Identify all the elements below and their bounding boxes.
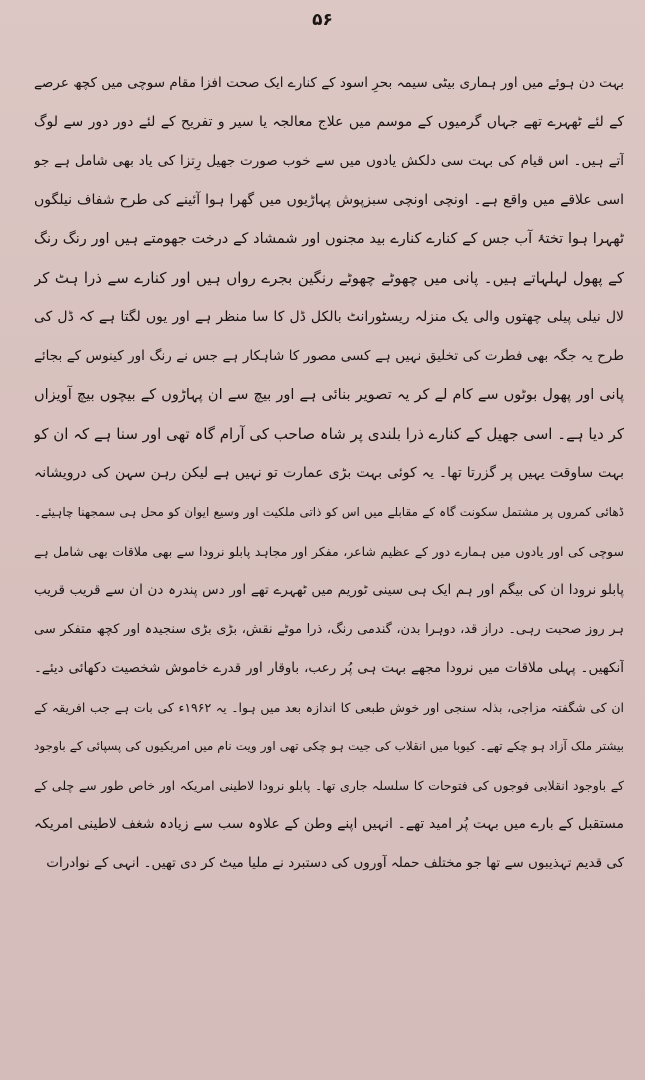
text-line: سوچی کی اور یادوں میں ہمارے دور کے عظیم شاعر، مفکر اور مجاہد پابلو نرودا سے بھی ملاقات بھی شامل ہے	[34, 544, 624, 559]
text-line: پابلو نرودا ان کی بیگم اور ہم ایک ہی سینی ٹوریم میں ٹھہرے تھے اور دس پندرہ دن ان سے قریب قریب	[34, 582, 624, 598]
urdu-paragraph	[34, 64, 624, 883]
text-line: مستقبل کے بارے میں بہت پُر امید تھے۔ انہیں اپنے وطن کے علاوہ سب سے زیادہ شغف لاطینی امریکہ	[34, 816, 624, 832]
text-line: ڈھائی کمروں پر مشتمل سکونت گاہ کے مقابلے میں اس کو ذاتی ملکیت اور وسیع ایوان کو محل ہی سمجھنا چاہیئے۔	[34, 505, 624, 519]
text-line: اسی علاقے میں واقع ہے۔ اونچی اونچی سبزپوش پہاڑیوں میں گھرا ہوا آئینے کی طرح شفاف نیلگوں	[34, 192, 624, 208]
text-line: پانی اور پھول بوٹوں سے کام لے کر یہ تصویر بنائی ہے اور بیچ سے ان پہاڑوں کے بیچوں بیچ آویزاں	[34, 387, 624, 403]
text-line: کے باوجود انقلابی فوجوں کی فتوحات کا سلسلہ جاری تھا۔ پابلو نرودا لاطینی امریکہ اور خاص طور سے چلی کے	[34, 778, 624, 793]
page-number: ۵۶	[312, 10, 333, 30]
text-line: کر دیا ہے۔ اسی جھیل کے کنارے ذرا بلندی پر شاہ صاحب کی آرام گاہ تھی اور سنا ہے کہ ان کو	[34, 425, 624, 443]
text-line: ہر روز صحبت رہی۔ دراز قد، دوہرا بدن، گندمی رنگ، ذرا موٹے نقش، بڑی بڑی سنجیدہ اور کچھ متفکر سی	[34, 622, 624, 637]
text-line: طرح یہ جگہ بھی فطرت کی تخلیق نہیں ہے کسی مصور کا شاہکار ہے جس نے رنگ اور کینوس کے بجائے	[34, 348, 624, 364]
text-line: کے پھول لہلہاتے ہیں۔ پانی میں چھوٹے چھوٹے رنگین بجرے رواں ہیں اور کنارے سے ذرا ہٹ کر	[34, 269, 624, 287]
text-line: آنکھیں۔ پہلی ملاقات میں نرودا مجھے بہت ہی پُر رعب، باوقار اور قدرے خاموش شخصیت دکھائی دیئے۔	[34, 660, 624, 676]
text-line: بیشتر ملک آزاد ہو چکے تھے۔ کیوبا میں انقلاب کی جیت ہو چکی تھی اور ویت نام میں امریکیوں کی پسپائی کے باوجود	[34, 739, 624, 753]
text-line: بہت ساوقت یہیں پر گزرتا تھا۔ یہ کوئی بہت بڑی عمارت تو نہیں ہے لیکن رہن سہن کی درویشانہ	[34, 465, 624, 481]
text-line: کے لئے ٹھہرے تھے جہاں گرمیوں کے موسم میں علاج معالجہ یا سیر و تفریح کے لئے دور دور سے لوگ	[34, 114, 624, 130]
text-line: لال نیلی پیلی چھتوں والی یک منزلہ ریسٹورانٹ بالکل ڈل کا سا منظر ہے اور یوں لگتا ہے کہ ڈل کی	[34, 309, 624, 325]
text-line: ٹھہرا ہوا تختۂ آب جس کے کنارے کنارے بید مجنوں اور شمشاد کے درخت جھومتے ہیں اور رنگ رنگ	[34, 231, 624, 247]
text-line: آتے ہیں۔ اس قیام کی بہت سی دلکش یادوں میں سے خوب صورت جھیل رِتزا کی یاد بھی شامل ہے جو	[34, 153, 624, 169]
text-line: بہت دن ہوئے میں اور ہماری بیٹی سیمہ بحرِ اسود کے کنارے ایک صحت افزا مقام سوچی میں کچھ عرصے	[34, 75, 624, 91]
text-line: کی قدیم تہذیبوں سے تھا جو مختلف حملہ آوروں کی دستبرد نے ملیا میٹ کر دی تھیں۔ انہی کے نوادرات	[46, 855, 624, 871]
text-line: ان کی شگفتہ مزاجی، بذلہ سنجی اور خوش طبعی کا اندازہ بعد میں ہوا۔ یہ ۱۹۶۲ء کی بات ہے جب افریقہ کے	[34, 700, 624, 715]
